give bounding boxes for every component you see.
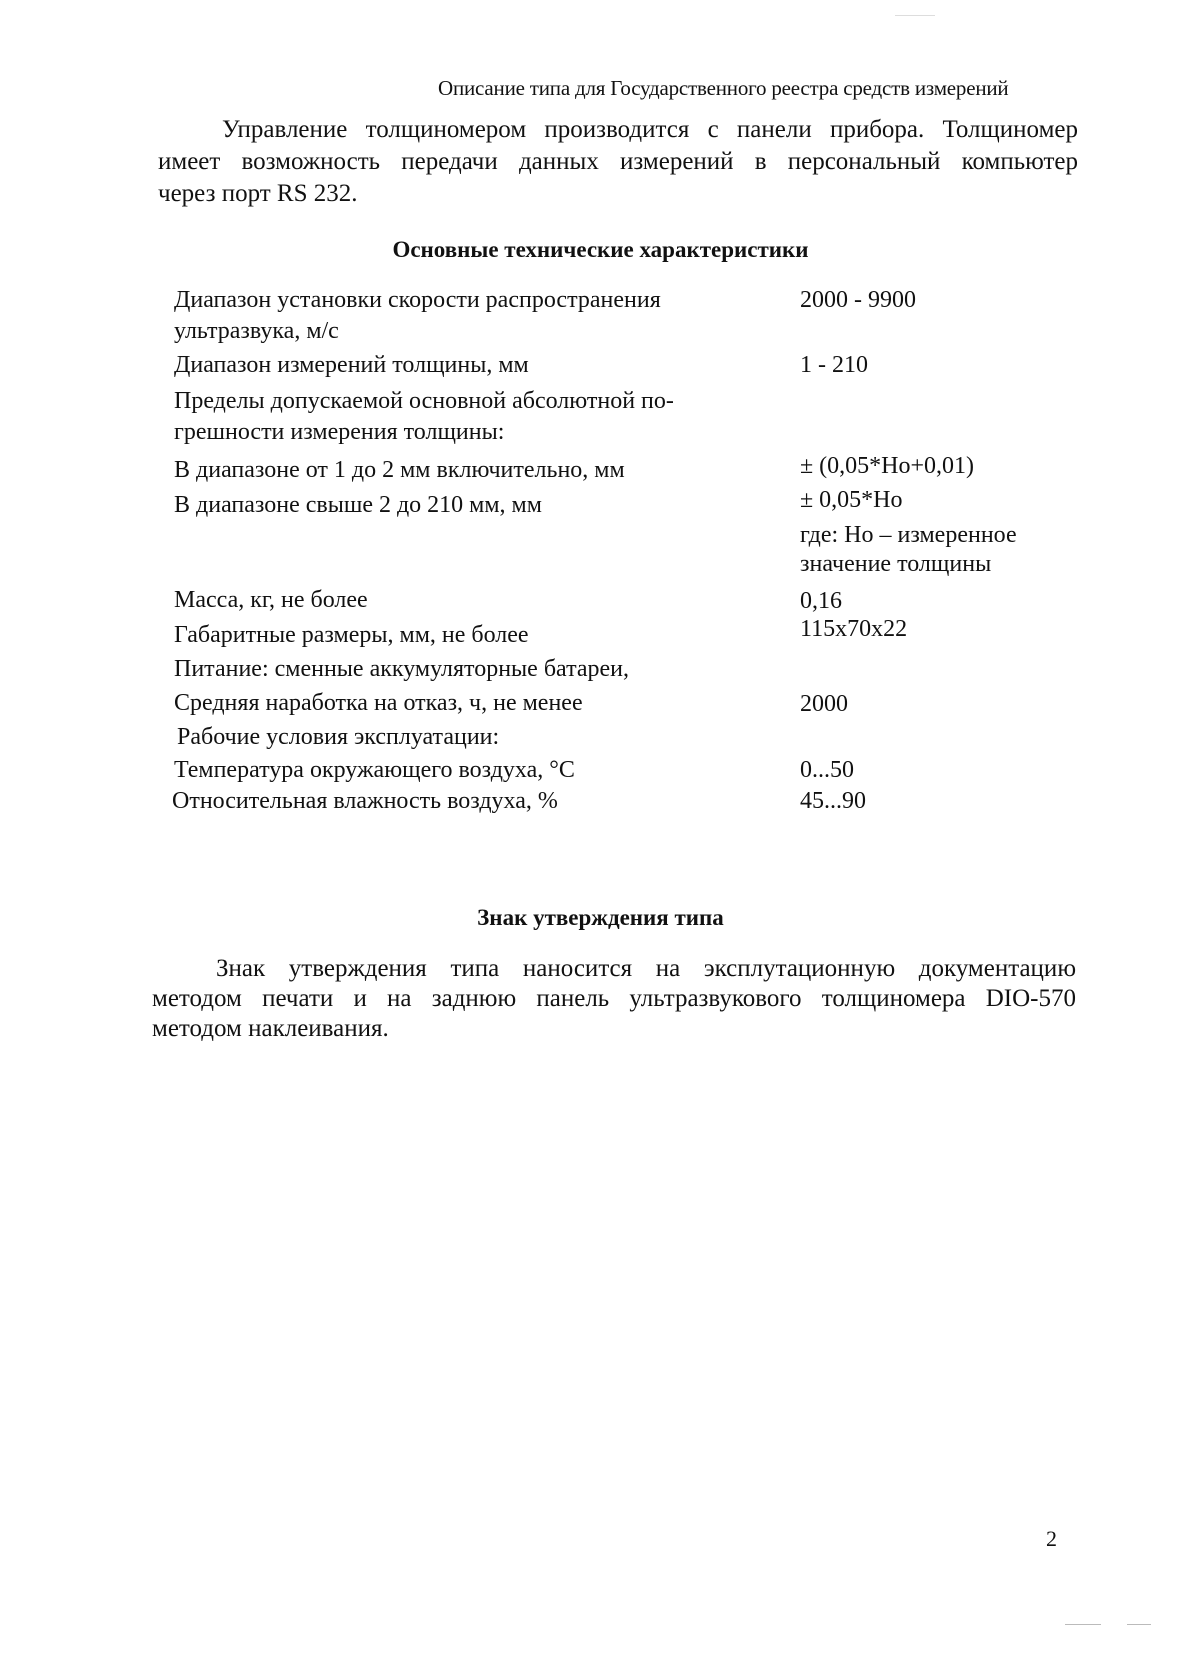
spec-label: ультразвука, м/с xyxy=(174,318,339,344)
approval-line: методом наклеивания. xyxy=(152,1015,389,1042)
spec-label: Температура окружающего воздуха, °С xyxy=(174,757,575,783)
scan-artifact xyxy=(1065,1624,1101,1625)
spec-label: Рабочие условия эксплуатации: xyxy=(177,724,500,750)
spec-label: Габаритные размеры, мм, не более xyxy=(174,622,529,648)
spec-value: 115x70x22 xyxy=(800,616,908,642)
spec-value: ± (0,05*Ho+0,01) xyxy=(800,453,975,479)
intro-line: Управление толщиномером производится с панели прибора. Толщиномер xyxy=(222,116,1078,143)
spec-value: 45...90 xyxy=(800,788,866,814)
spec-note: где: Ho – измеренное xyxy=(800,522,1017,548)
spec-label: Относительная влажность воздуха, % xyxy=(172,788,558,814)
spec-value: ± 0,05*Ho xyxy=(800,487,903,513)
approval-paragraph xyxy=(152,954,1076,1044)
spec-label: Средняя наработка на отказ, ч, не менее xyxy=(174,690,583,716)
spec-label: Диапазон установки скорости распространения xyxy=(174,287,661,313)
scan-artifact xyxy=(895,15,935,16)
spec-label: Питание: сменные аккумуляторные батареи, xyxy=(174,656,630,682)
spec-label: Масса, кг, не более xyxy=(174,587,368,613)
spec-value: 0...50 xyxy=(800,757,854,783)
spec-label: Диапазон измерений толщины, мм xyxy=(174,352,529,378)
scan-artifact xyxy=(1127,1624,1151,1625)
spec-label: Пределы допускаемой основной абсолютной по- xyxy=(174,388,674,414)
specs-heading: Основные технические характеристики xyxy=(392,237,809,262)
approval-heading: Знак утверждения типа xyxy=(477,905,724,930)
approval-line: методом печати и на заднюю панель ультразвукового толщиномера DIO-570 xyxy=(152,985,1076,1012)
intro-paragraph xyxy=(158,114,1078,210)
spec-value: 1 - 210 xyxy=(800,352,868,378)
spec-value: 0,16 xyxy=(800,588,842,614)
running-header: Описание типа для Государственного реестра средств измерений xyxy=(438,76,1009,100)
spec-label: В диапазоне свыше 2 до 210 мм, мм xyxy=(174,492,542,518)
intro-line: имеет возможность передачи данных измерений в персональный компьютер xyxy=(158,148,1078,175)
spec-label: грешности измерения толщины: xyxy=(174,419,505,445)
spec-value: 2000 - 9900 xyxy=(800,287,916,313)
spec-label: В диапазоне от 1 до 2 мм включительно, мм xyxy=(174,457,625,483)
spec-value: 2000 xyxy=(800,691,848,717)
spec-note: значение толщины xyxy=(800,551,992,577)
intro-line: через порт RS 232. xyxy=(158,180,358,207)
approval-line: Знак утверждения типа наносится на эксплутационную документацию xyxy=(216,955,1076,982)
page-number: 2 xyxy=(1046,1526,1057,1551)
